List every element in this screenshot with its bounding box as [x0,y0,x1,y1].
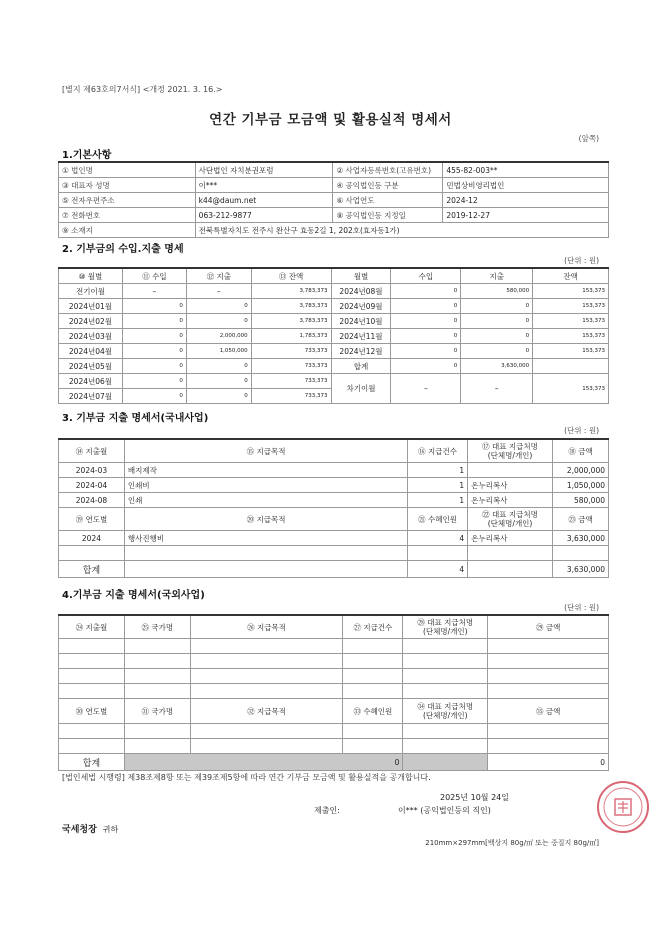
balance-cell: 733,373 [251,374,331,389]
overseas-expense-table [58,614,609,771]
empty-cell [488,684,609,699]
empty-cell [124,639,190,654]
table-row [59,208,609,223]
header-line: (단체명/개인) [487,451,533,460]
table-row [59,162,609,178]
value-cell: 063-212-9877 [195,208,333,223]
expense-cell: – [186,284,251,299]
header-cell: ⑲ 연도별 [59,508,125,531]
label-cell: ⑥ 사업연도 [333,193,443,208]
empty-cell [124,561,407,578]
domestic-expense-table [58,438,609,578]
expense-cell: 0 [186,359,251,374]
income-cell: – [122,284,186,299]
empty-cell [190,669,343,684]
empty-cell [124,739,190,754]
value-cell: k44@daum.net [195,193,333,208]
month-cell: 2024년10월 [331,314,391,329]
table-row [59,639,609,654]
label-cell: ① 법인명 [59,162,196,178]
empty-cell [468,561,553,578]
header-line: ㉞ 대표 지급처명 [417,702,474,711]
empty-cell [343,724,403,739]
header-cell: ㉝ 수혜인원 [343,699,403,724]
expense-cell: 2,000,000 [186,329,251,344]
header-cell: ㉟ 금액 [488,699,609,724]
income-cell: 0 [122,329,186,344]
table-row [59,531,609,546]
header-cell: ㉛ 국가명 [124,699,190,724]
carry-forward-balance: 153,373 [533,374,609,404]
balance-cell: 1,783,373 [251,329,331,344]
balance-cell: 3,783,373 [251,314,331,329]
expense-cell: 0 [461,329,533,344]
balance-cell: 153,373 [533,284,609,299]
value-cell: 사단법인 자치분권포럼 [195,162,333,178]
header-cell: ㉜ 지급목적 [190,699,343,724]
empty-cell [553,546,609,561]
expense-total-cell: 3,630,000 [461,359,533,374]
payee-cell: 온누리복사 [468,493,553,508]
table-row [59,178,609,193]
balance-cell: 3,783,373 [251,299,331,314]
month-cell: 2024-03 [59,463,125,478]
section2-unit: (단위 : 원) [564,256,599,265]
month-cell: 2024-08 [59,493,125,508]
table-row [59,684,609,699]
income-cell: 0 [391,299,461,314]
year-cell: 2024 [59,531,125,546]
form-id: [별지 제63호의7서식] <개정 2021. 3. 16.> [62,85,223,94]
amount-cell: 580,000 [553,493,609,508]
header-cell: ㉖ 지급목적 [190,615,343,639]
header-line: (단체명/개인) [423,711,468,720]
month-cell: 2024년11월 [331,329,391,344]
header-line: ㉒ 대표 지급처명 [482,510,538,519]
header-cell: ⑪ 수입 [122,268,186,284]
header-cell: ⑱ 금액 [553,439,609,463]
amount-cell: 1,050,000 [553,478,609,493]
header-cell: ㉔ 지출월 [59,615,125,639]
header-cell: ㉗ 지급건수 [343,615,403,639]
label-cell: ⑤ 전자우편주소 [59,193,196,208]
header-line: ⑰ 대표 지급처명 [482,442,538,451]
month-cell: 2024년06월 [59,374,123,389]
table-row [59,329,609,344]
expense-cell: 0 [461,314,533,329]
paper-spec: 210mm×297mm[백상지 80g/㎡ 또는 중질지 80g/㎡] [425,839,599,847]
month-cell: 전기이월 [59,284,123,299]
header-cell [403,699,488,724]
empty-cell [488,639,609,654]
empty-cell [403,654,488,669]
empty-cell [488,654,609,669]
empty-cell [124,654,190,669]
income-cell: 0 [122,359,186,374]
table-row [59,374,609,389]
income-cell: 0 [391,344,461,359]
empty-cell [124,684,190,699]
empty-cell [403,669,488,684]
table-row [59,314,609,329]
count-cell: 1 [408,493,468,508]
header-cell [468,439,553,463]
submission-date: 2025년 10월 24일 [440,793,509,802]
balance-cell: 733,373 [251,359,331,374]
header-line: (단체명/개인) [487,519,533,528]
empty-cell [59,739,125,754]
expense-cell: 0 [186,299,251,314]
label-cell: ⑦ 전화번호 [59,208,196,223]
header-cell: ㉑ 수혜인원 [408,508,468,531]
month-cell: 2024년09월 [331,299,391,314]
table-row [59,546,609,561]
official-seal-icon [596,780,650,834]
label-cell: ⑧ 공익법인등 지정일 [333,208,443,223]
empty-cell [190,639,343,654]
month-cell: 2024년03월 [59,329,123,344]
header-cell: ⑳ 지급목적 [124,508,407,531]
empty-cell [343,684,403,699]
balance-cell: 153,373 [533,314,609,329]
balance-total-cell [533,359,609,374]
table-row [59,654,609,669]
table-row [59,344,609,359]
table-row [59,299,609,314]
balance-cell: 733,373 [251,389,331,404]
empty-cell [343,639,403,654]
purpose-cell: 인쇄비 [124,478,407,493]
income-cell: 0 [122,344,186,359]
value-cell: 2019-12-27 [443,208,609,223]
header-cell: 잔액 [533,268,609,284]
table-row [59,739,609,754]
empty-cell [488,669,609,684]
header-cell: ⑯ 지급건수 [408,439,468,463]
header-cell: ⑬ 잔액 [251,268,331,284]
section4-unit: (단위 : 원) [564,603,599,612]
header-cell: ⑭ 지출월 [59,439,125,463]
empty-cell [59,546,125,561]
table-row [59,669,609,684]
table-header-row [59,268,609,284]
value-cell: 455-82-003** [443,162,609,178]
label-cell: ② 사업자등록번호(고유번호) [333,162,443,178]
legal-note: [법인세법 시행령] 제38조제8항 또는 제39조제5항에 따라 연간 기부금 모금액 및 활용실적을 공개합니다. [62,773,431,782]
label-cell: ③ 대표자 성명 [59,178,196,193]
expense-cell: 580,000 [461,284,533,299]
income-cell: 0 [391,314,461,329]
amount-cell: 3,630,000 [553,531,609,546]
total-count: 4 [408,561,468,578]
empty-cell [59,669,125,684]
income-total-cell: 0 [391,359,461,374]
balance-cell: 153,373 [533,299,609,314]
table-row [59,478,609,493]
header-line: (단체명/개인) [423,627,468,636]
header-cell: ㉕ 국가명 [124,615,190,639]
empty-cell [408,546,468,561]
total-row [59,561,609,578]
income-cell: 0 [122,314,186,329]
header-cell: ⑩ 월별 [59,268,123,284]
income-cell: 0 [122,389,186,404]
empty-cell [403,724,488,739]
empty-cell [190,684,343,699]
beneficiary-count-cell: 4 [408,531,468,546]
document-title: 연간 기부금 모금액 및 활용실적 명세서 [209,112,452,128]
addressee-suffix: 귀하 [102,825,119,834]
empty-cell [403,639,488,654]
table-row [59,284,609,299]
section4-title: 4.기부금 지출 명세서(국외사업) [62,590,205,601]
income-cell: 0 [391,329,461,344]
month-cell: 2024년07월 [59,389,123,404]
month-cell: 2024년12월 [331,344,391,359]
balance-cell: 153,373 [533,344,609,359]
value-cell: 2024-12 [443,193,609,208]
total-row [59,754,609,771]
empty-cell [403,684,488,699]
address-label: ⑨ 소재지 [59,223,196,238]
balance-cell: 3,783,373 [251,284,331,299]
submitter-name: 이*** (공익법인등의 직인) [398,806,491,815]
basic-info-table [58,161,609,238]
balance-cell: 733,373 [251,344,331,359]
empty-cell [343,669,403,684]
month-cell: 2024년01월 [59,299,123,314]
amount-cell: 2,000,000 [553,463,609,478]
income-cell: 0 [122,299,186,314]
payee-cell: 온누리복사 [468,531,553,546]
header-line: ㉘ 대표 지급처명 [417,618,474,627]
empty-cell [59,639,125,654]
addressee [62,822,118,835]
table-row [59,359,609,374]
total-label: 합계 [59,754,125,771]
table-row [59,223,609,238]
submitter-label: 제출인: [314,806,340,815]
empty-cell [190,724,343,739]
header-cell: ㉓ 금액 [553,508,609,531]
expense-cell: 0 [186,314,251,329]
table-header-row [59,615,609,639]
carry-forward-label: 차기이월 [331,374,391,404]
empty-cell [468,546,553,561]
empty-cell [59,654,125,669]
empty-cell [403,739,488,754]
empty-cell [343,654,403,669]
carry-forward-income: – [391,374,461,404]
table-header-row [59,508,609,531]
month-cell: 2024-04 [59,478,125,493]
table-row [59,493,609,508]
purpose-cell: 행사진행비 [124,531,407,546]
header-cell: 수입 [391,268,461,284]
empty-cell [190,739,343,754]
income-cell: 0 [122,374,186,389]
header-cell: 월별 [331,268,391,284]
empty-cell [59,684,125,699]
header-cell: ⑮ 지급목적 [124,439,407,463]
table-header-row [59,699,609,724]
empty-cell [124,546,407,561]
header-cell: ⑫ 지출 [186,268,251,284]
expense-cell: 1,050,000 [186,344,251,359]
total-amount: 0 [488,754,609,771]
purpose-cell: 배지제작 [124,463,407,478]
header-cell: ㉙ 금액 [488,615,609,639]
empty-cell [124,669,190,684]
payee-cell: 온누리복사 [468,478,553,493]
value-cell: 이*** [195,178,333,193]
shaded-cell [403,754,488,771]
payee-cell [468,463,553,478]
header-cell: ㉚ 연도별 [59,699,125,724]
header-cell [403,615,488,639]
value-cell: 민법상비영리법인 [443,178,609,193]
total-label-cell: 합계 [331,359,391,374]
empty-cell [488,724,609,739]
empty-cell [190,654,343,669]
section3-unit: (단위 : 원) [564,426,599,435]
count-cell: 1 [408,478,468,493]
empty-cell [488,739,609,754]
income-expense-table [58,267,609,404]
front-side-label: (앞쪽) [578,134,599,143]
section1-title: 1.기본사항 [62,150,112,161]
month-cell: 2024년08월 [331,284,391,299]
month-cell: 2024년04월 [59,344,123,359]
month-cell: 2024년02월 [59,314,123,329]
table-row [59,193,609,208]
section2-title: 2. 기부금의 수입.지출 명세 [62,244,184,255]
carry-forward-expense: – [461,374,533,404]
balance-cell: 153,373 [533,329,609,344]
total-amount: 3,630,000 [553,561,609,578]
empty-cell [124,724,190,739]
expense-cell: 0 [186,374,251,389]
address-value: 전북특별자치도 전주시 완산구 효동2길 1, 202호(효자동1가) [195,223,608,238]
month-cell: 2024년05월 [59,359,123,374]
empty-cell [59,724,125,739]
section3-title: 3. 기부금 지출 명세서(국내사업) [62,413,209,424]
expense-cell: 0 [461,299,533,314]
label-cell: ④ 공익법인등 구분 [333,178,443,193]
expense-cell: 0 [461,344,533,359]
purpose-cell: 인쇄 [124,493,407,508]
table-header-row [59,439,609,463]
table-row [59,463,609,478]
header-cell: 지출 [461,268,533,284]
table-row [59,724,609,739]
total-label: 합계 [59,561,125,578]
addressee-name: 국세청장 [62,825,97,835]
income-cell: 0 [391,284,461,299]
expense-cell: 0 [186,389,251,404]
header-cell [468,508,553,531]
empty-cell [343,739,403,754]
count-cell: 1 [408,463,468,478]
total-count: 0 [124,754,402,771]
